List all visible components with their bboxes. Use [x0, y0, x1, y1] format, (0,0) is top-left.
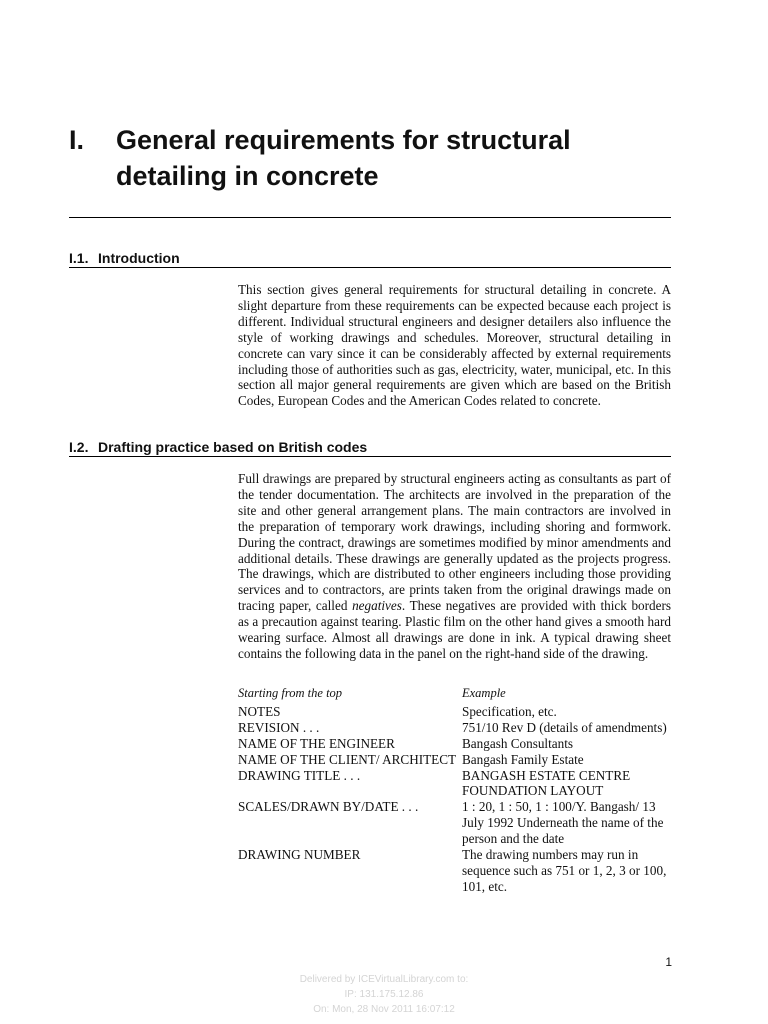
table-cell-example: The drawing numbers may run in sequence such as 751 or 1, 2, 3 or 100, 101, etc. [462, 847, 667, 894]
drawing-panel-table [238, 686, 671, 895]
table-cell-item: DRAWING NUMBER [238, 847, 361, 863]
table-header-left: Starting from the top [238, 686, 343, 700]
drafting-practice-paragraph [238, 471, 671, 662]
table-cell-item: SCALES/DRAWN BY/DATE . . . [238, 799, 419, 815]
paragraph-emphasis: negatives [352, 598, 402, 614]
table-cell-item: NOTES [238, 703, 281, 719]
table-row [238, 799, 671, 847]
table-cell-example: Bangash Family Estate [462, 751, 584, 767]
watermark-line: Delivered by ICEVirtualLibrary.com to: [299, 974, 469, 985]
watermark-line: On: Mon, 28 Nov 2011 16:07:12 [313, 1004, 455, 1015]
table-row [238, 720, 671, 736]
title-divider [69, 217, 671, 218]
table-cell-example: 1 : 20, 1 : 50, 1 : 100/Y. Bangash/ 13 July 1992 Underneath the name of the person and the date [462, 799, 664, 847]
table-row [238, 704, 671, 720]
section-number: I.2. [69, 439, 89, 455]
paragraph-text: Full drawings are prepared by structural engineers acting as consultants as part of the tender documentation. The architects are involved in the preparation of the site and other general arrangement plans. The main contractors are involved in the preparation of temporary work drawings, including shoring and formwork. During the contract, drawings are sometimes modified by minor amendments and additional details. These drawings are generally updated as the projects progress. The drawings, which are distributed to other engineers including those providing services and to contractors, are prints taken from the original drawings made on tracing paper, called [238, 471, 671, 614]
table-header-right: Example [462, 686, 506, 700]
section-divider [69, 267, 671, 268]
table-row [238, 752, 671, 768]
watermark-line: IP: 131.175.12.86 [344, 989, 424, 1000]
section-heading-drafting-practice [69, 438, 671, 456]
paragraph-text: . These negatives are provided with thick borders as a precaution against tearing. Plastic film on the other hand gives a smooth hard wearing surface. Almost all drawings are done in ink. A typical drawing sheet contains the following data in the panel on the right-hand side of the drawing. [238, 598, 672, 661]
section-number: I.1. [69, 250, 89, 266]
table-cell-item: DRAWING TITLE . . . [238, 767, 361, 783]
section-divider [69, 456, 671, 457]
delivery-watermark [284, 972, 484, 1017]
chapter-number: I. [69, 125, 85, 155]
table-cell-example: Specification, etc. [462, 703, 557, 719]
table-cell-example: 751/10 Rev D (details of amendments) [462, 719, 667, 735]
table-header [238, 686, 671, 702]
page-number: 1 [665, 955, 672, 969]
section-heading-introduction [69, 249, 671, 267]
section-title: Introduction [98, 250, 180, 266]
table-row [238, 847, 671, 895]
table-row [238, 736, 671, 752]
chapter-title-text: General requirements for structural detailing in concrete [116, 125, 571, 191]
introduction-paragraph: This section gives general requirements for structural detailing in concrete. A slight departure from these requirements can be expected because each project is different. Individual structural engineers and designer detailers also influence the style of working drawings and schedules. Moreover, structural detailing in concrete can vary since it can be considerably affected by external requirements including those of authorities such as gas, electricity, water, municipal, etc. In this section all major general requirements are given which are based on the British Codes, European Codes and the American Codes related to concrete. [238, 282, 671, 409]
table-cell-item: NAME OF THE ENGINEER [238, 735, 395, 751]
table-cell-item: NAME OF THE CLIENT/ ARCHITECT [238, 751, 457, 767]
table-cell-item: REVISION . . . [238, 719, 320, 735]
table-cell-example: BANGASH ESTATE CENTRE FOUNDATION LAYOUT [462, 767, 631, 799]
section-title: Drafting practice based on British codes [98, 439, 368, 455]
table-cell-example: Bangash Consultants [462, 735, 573, 751]
table-row [238, 768, 671, 800]
